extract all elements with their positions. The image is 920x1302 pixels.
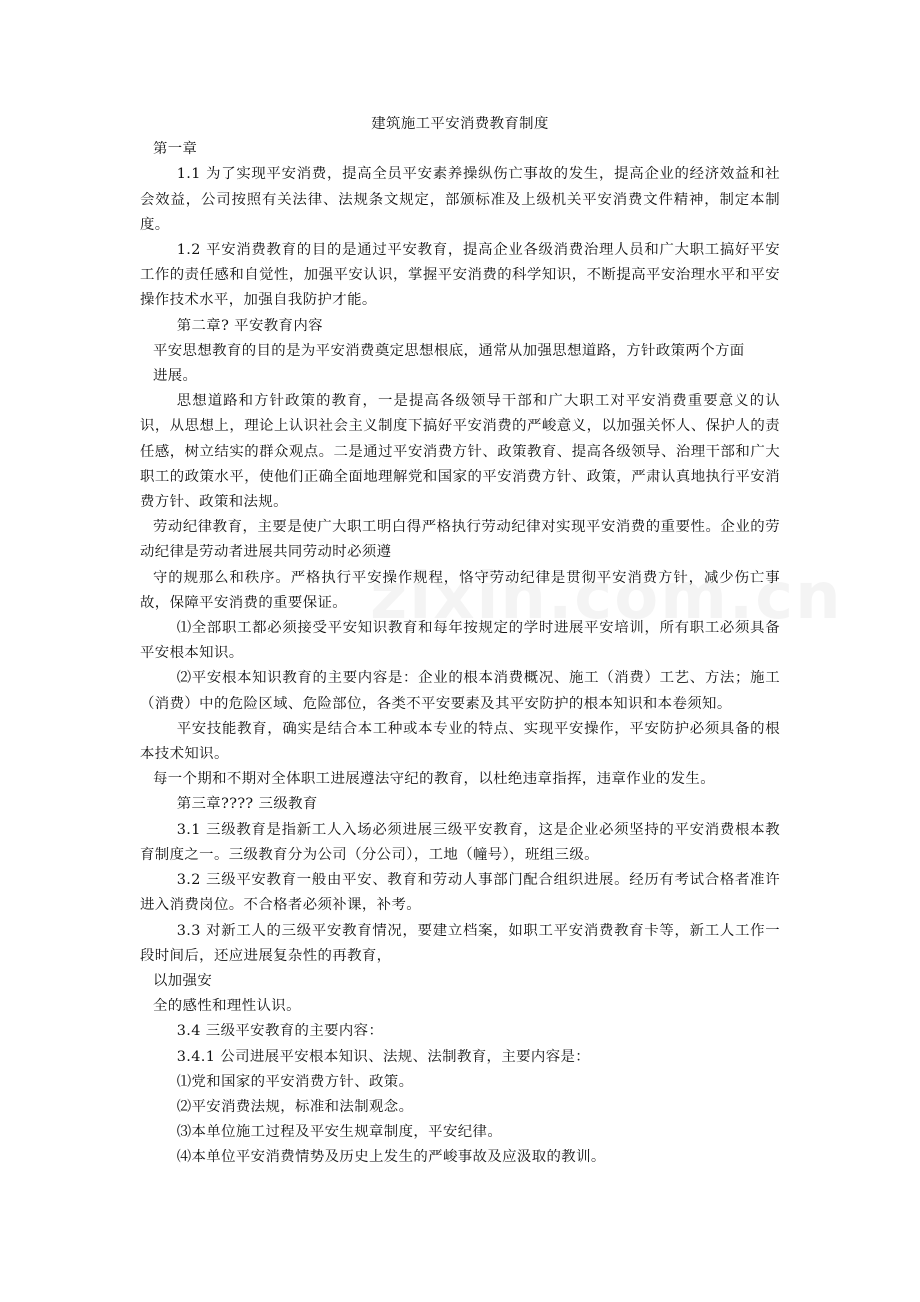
- paragraph-3-3: 3.3 对新工人的三级平安教育情况，要建立档案，如职工平安消费教育卡等，新工人工作一段时间后，还应进展复杂性的再教育，: [140, 922, 780, 964]
- paragraph-discipline-edu-cont: 守的规那么和秩序。严格执行平安操作规程，恪守劳动纪律是贯彻平安消费方针，减少伤亡事故，保障平安消费的重要保证。: [140, 569, 780, 611]
- document-title: 建筑施工平安消费教育制度: [371, 116, 549, 132]
- paragraph-3-1: 3.1 三级教育是指新工人入场必须进展三级平安教育，这是企业必须坚持的平安消费根本教育制度之一。三级教育分为公司（分公司），工地（幢号），班组三级。: [140, 821, 780, 863]
- list-item-3: ⑶本单位施工过程及平安生规章制度，平安纪律。: [176, 1124, 503, 1141]
- paragraph-item-2: ⑵平安根本知识教育的主要内容是：企业的根本消费概况、施工（消费）工艺、方法；施工（消费）中的危险区域、危险部位，各类不平安要素及其平安防护的根本知识和本卷须知。: [140, 670, 780, 712]
- paragraph-ideology-edu-cont: 进展。: [152, 368, 198, 385]
- document-body: [140, 112, 780, 1171]
- paragraph-item-1: ⑴全部职工都必须接受平安知识教育和每年按规定的学时进展平安培训，所有职工必须具备平安根本知识。: [140, 620, 780, 662]
- paragraph-3-4-1: 3.4.1 公司进展平安根本知识、法规、法制教育，主要内容是：: [176, 1048, 591, 1065]
- paragraph-3-4: 3.4 三级平安教育的主要内容：: [176, 1023, 384, 1040]
- paragraph-ideology-edu: 平安思想教育的目的是为平安消费奠定思想根底，通常从加强思想道路，方针政策两个方面: [152, 342, 745, 359]
- list-item-4: ⑷本单位平安消费情势及历史上发生的严峻事故及应汲取的教训。: [176, 1149, 606, 1166]
- paragraph-1-1: 1.1 为了实现平安消费，提高全员平安素养操纵伤亡事故的发生，提高企业的经济效益和社会效益，公司按照有关法律、法规条文规定，部颁标准及上级机关平安消费文件精神，制定本制度。: [140, 166, 780, 233]
- list-item-1: ⑴党和国家的平安消费方针、政策。: [176, 1073, 414, 1090]
- paragraph-periodic-edu: 每一个期和不期对全体职工进展遵法守纪的教育，以杜绝违章指挥，违章作业的发生。: [152, 771, 715, 788]
- paragraph-3-3-cont-a: 以加强安: [152, 972, 213, 989]
- chapter-3-heading: 第三章???? 三级教育: [176, 796, 318, 813]
- chapter-2-heading: 第二章? 平安教育内容: [176, 317, 323, 334]
- paragraph-discipline-edu: 劳动纪律教育，主要是使广大职工明白得严格执行劳动纪律对实现平安消费的重要性。企业的劳动纪律是劳动者进展共同劳动时必须遵: [140, 519, 780, 561]
- paragraph-3-3-cont-b: 全的感性和理性认识。: [152, 998, 301, 1015]
- paragraph-3-2: 3.2 三级平安教育一般由平安、教育和劳动人事部门配合组织进展。经历有考试合格者准许进入消费岗位。不合格者必须补课，补考。: [140, 872, 780, 914]
- paragraph-policy-edu: 思想道路和方针政策的教育，一是提高各级领导干部和广大职工对平安消费重要意义的认识，从思想上，理论上认识社会主义制度下搞好平安消费的严峻意义，以加强关怀人、保护人的责任感，树立结实的群众观点。二是通过平安消费方针、政策教育、提高各级领导、治理干部和广大职工的政策水平，使他们正确全面地理解党和国家的平安消费方针、政策，严肃认真地执行平安消费方针、政策和法规。: [140, 393, 780, 511]
- list-item-2: ⑵平安消费法规，标准和法制观念。: [176, 1098, 414, 1115]
- chapter-1-heading: 第一章: [152, 141, 198, 158]
- paragraph-skills-edu: 平安技能教育，确实是结合本工种或本专业的特点、实现平安操作，平安防护必须具备的根本技术知识。: [140, 720, 780, 763]
- paragraph-1-2: 1.2 平安消费教育的目的是通过平安教育，提高企业各级消费治理人员和广大职工搞好平安工作的责任感和自觉性，加强平安认识，掌握平安消费的科学知识，不断提高平安治理水平和平安操作技术水平，加强自我防护才能。: [140, 242, 780, 309]
